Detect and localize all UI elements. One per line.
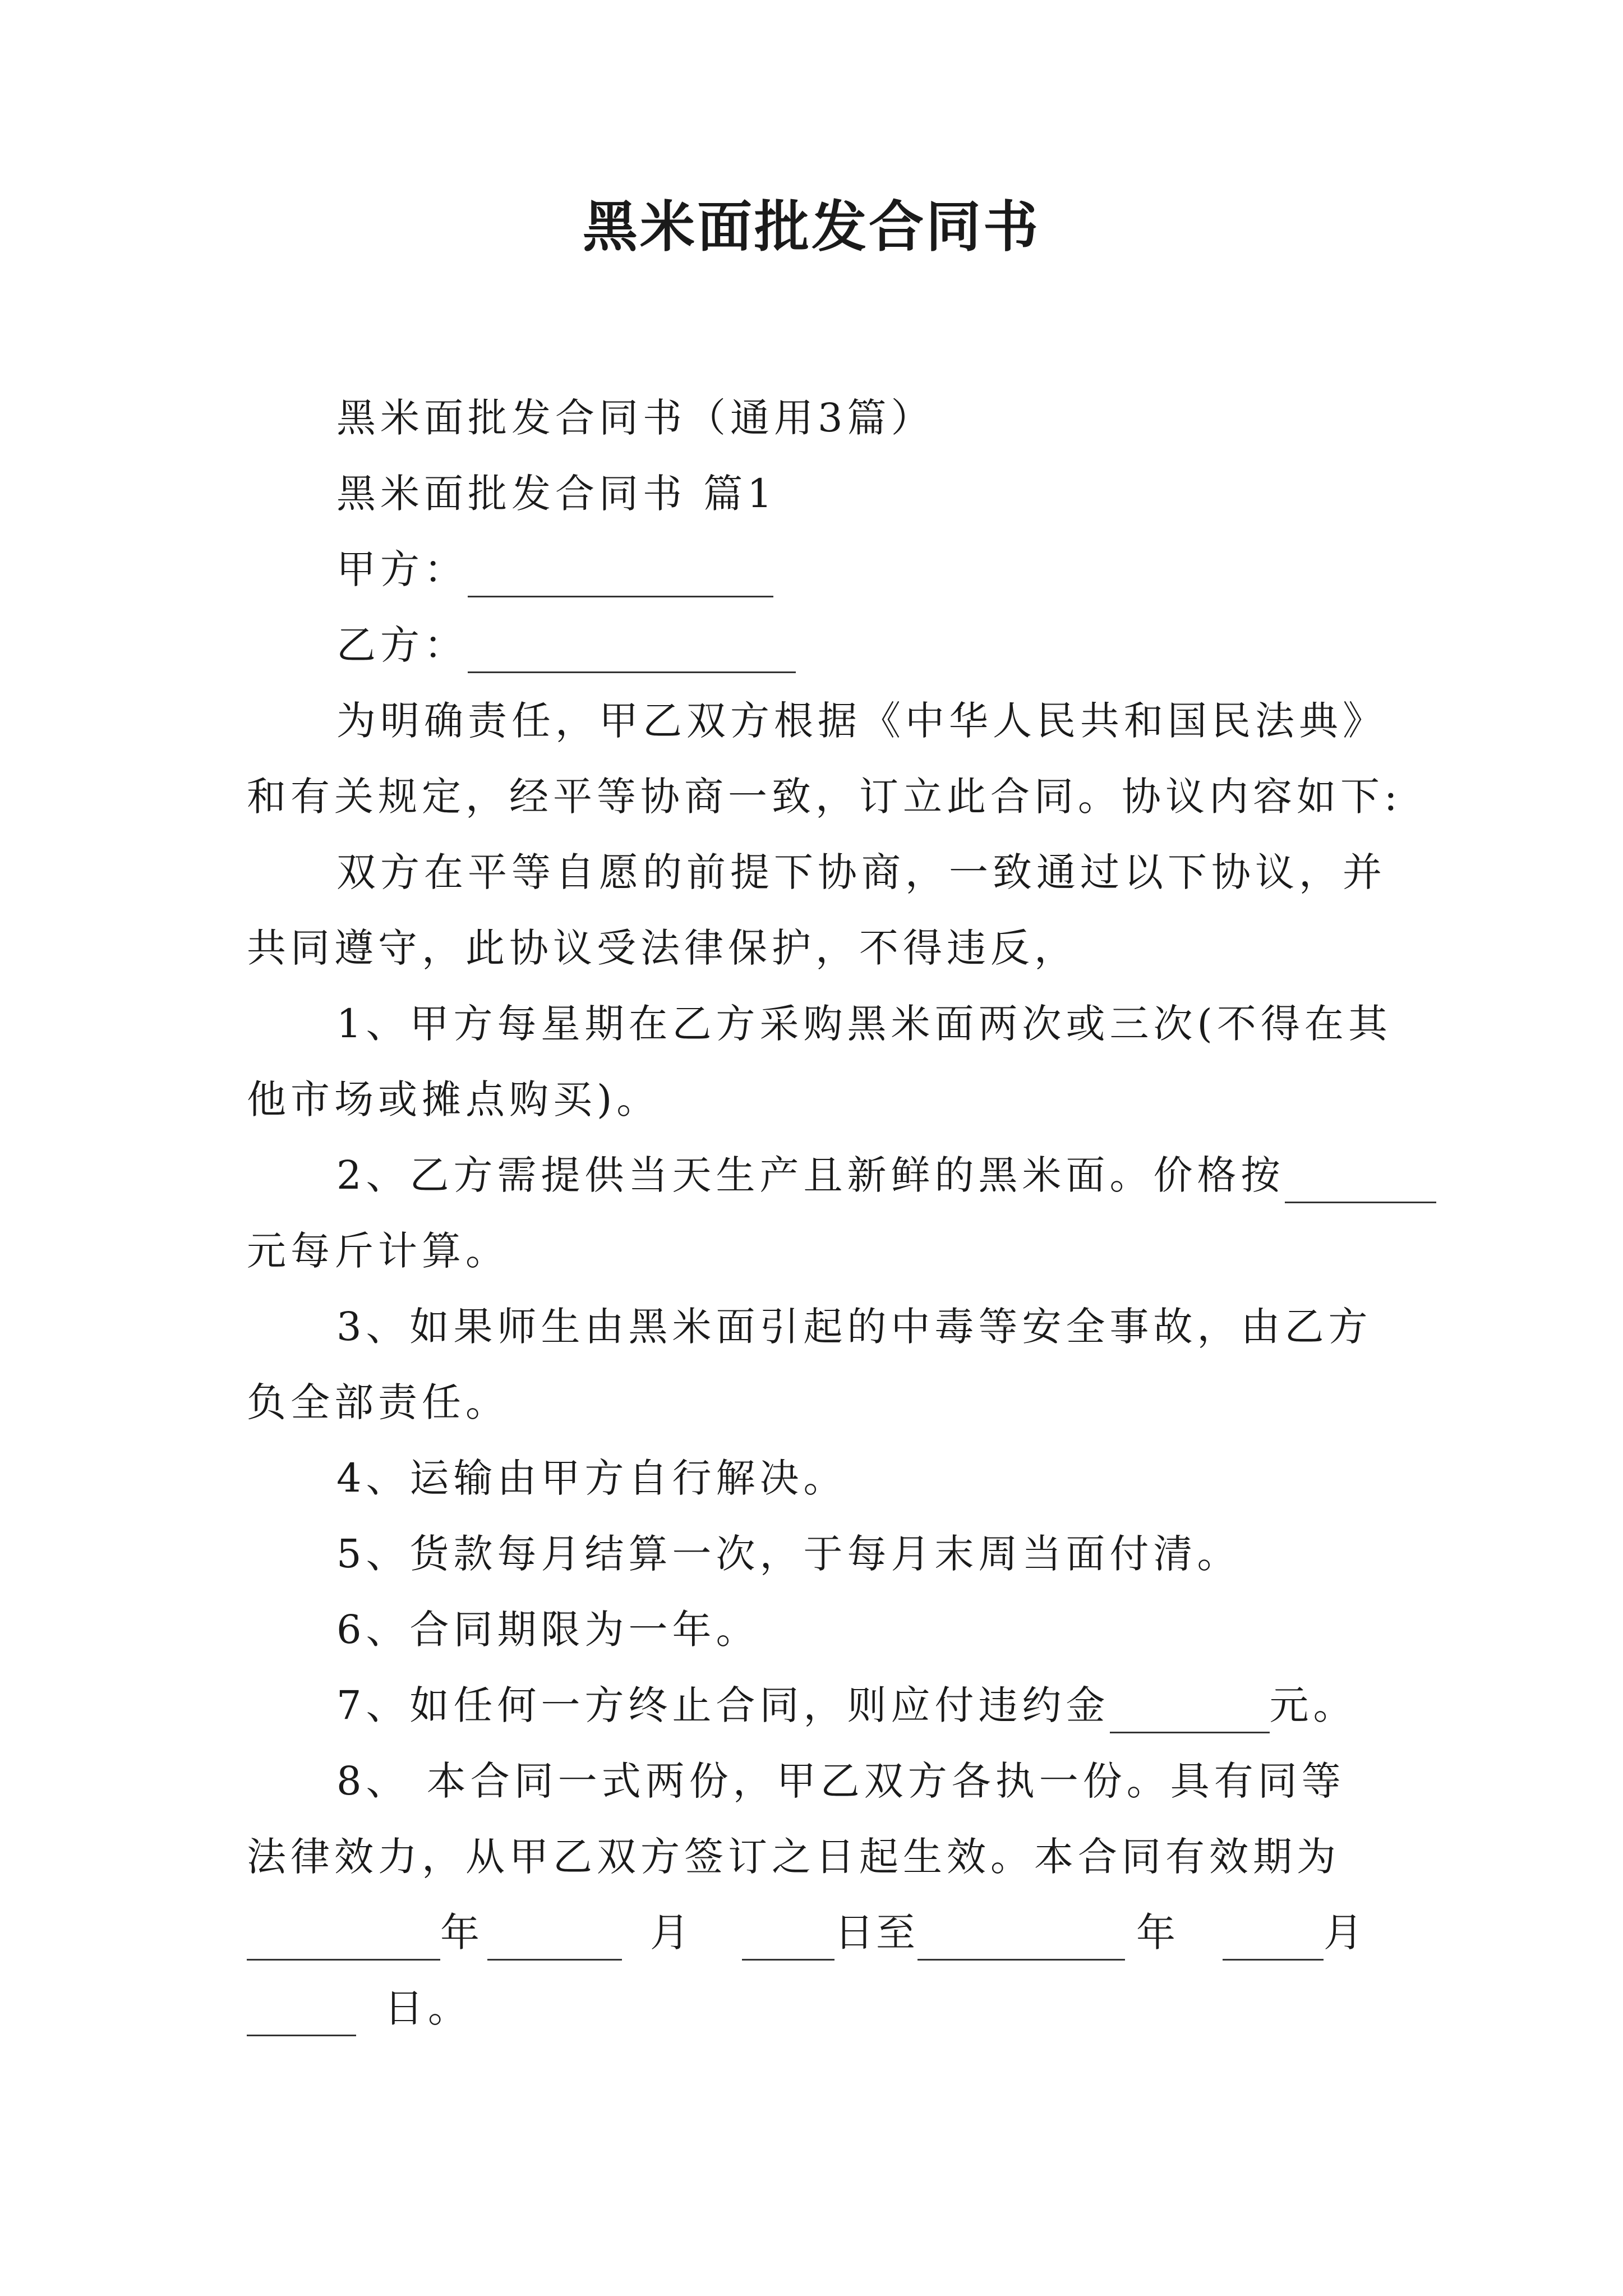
price-blank xyxy=(1285,1157,1436,1203)
section-heading: 黑米面批发合同书 篇1 xyxy=(336,471,777,517)
start-year-blank xyxy=(247,1914,440,1961)
item-2-text: 2、乙方需提供当天生产且新鲜的黑米面。价格按 xyxy=(336,1152,1285,1198)
validity-end-line xyxy=(247,1980,472,2036)
party-a-label: 甲方： xyxy=(336,546,468,592)
item-8-line-2: 法律效力，从甲乙双方签订之日起生效。本合同有效期为 xyxy=(247,1834,1340,1880)
end-month-label: 月 xyxy=(1324,1910,1365,1955)
start-day-label: 日至 xyxy=(834,1910,917,1955)
party-b-label: 乙方： xyxy=(336,622,468,668)
item-7-unit: 元。 xyxy=(1269,1682,1357,1728)
para-line-2: 共同遵守，此协议受法律保护，不得违反， xyxy=(247,925,1078,971)
start-year-label: 年 xyxy=(440,1910,482,1955)
item-3-line-2: 负全部责任。 xyxy=(247,1379,509,1425)
party-b-line xyxy=(336,617,796,673)
item-4: 4、运输由甲方自行解决。 xyxy=(336,1455,847,1501)
end-day-blank xyxy=(247,1990,356,2036)
item-3-line-1: 3、如果师生由黑米面引起的中毒等安全事故，由乙方 xyxy=(336,1304,1372,1350)
intro-line-1: 为明确责任，甲乙双方根据《中华人民共和国民法典》 xyxy=(336,698,1386,744)
subtitle: 黑米面批发合同书（通用3篇） xyxy=(336,395,935,441)
start-month-label: 月 xyxy=(650,1910,691,1955)
item-7-text: 7、如任何一方终止合同，则应付违约金 xyxy=(336,1682,1110,1728)
item-1-line-2: 他市场或摊点购买)。 xyxy=(247,1076,661,1122)
item-1-line-1: 1、甲方每星期在乙方采购黑米面两次或三次(不得在其 xyxy=(336,1001,1392,1047)
item-2-line-1 xyxy=(336,1147,1436,1203)
end-year-label: 年 xyxy=(1136,1910,1178,1955)
item-5: 5、货款每月结算一次，于每月末周当面付清。 xyxy=(336,1531,1241,1577)
end-day-label: 日。 xyxy=(384,1985,472,2031)
end-month-blank xyxy=(1223,1914,1324,1961)
item-2-line-2: 元每斤计算。 xyxy=(247,1228,509,1274)
para-line-1: 双方在平等自愿的前提下协商，一致通过以下协议，并 xyxy=(336,849,1386,895)
validity-date-line xyxy=(247,1904,1365,1961)
start-month-blank xyxy=(487,1914,622,1961)
intro-line-2: 和有关规定，经平等协商一致，订立此合同。协议内容如下: xyxy=(247,774,1402,820)
document-title: 黑米面批发合同书 xyxy=(582,195,1040,259)
item-8-line-1: 8、 本合同一式两份，甲乙双方各执一份。具有同等 xyxy=(336,1758,1345,1804)
item-7 xyxy=(336,1677,1357,1733)
start-day-blank xyxy=(742,1914,834,1961)
item-6: 6、合同期限为一年。 xyxy=(336,1607,760,1653)
party-a-blank xyxy=(468,551,773,597)
end-year-blank xyxy=(917,1914,1125,1961)
party-b-blank xyxy=(468,627,796,673)
penalty-blank xyxy=(1110,1687,1270,1733)
party-a-line xyxy=(336,541,773,597)
